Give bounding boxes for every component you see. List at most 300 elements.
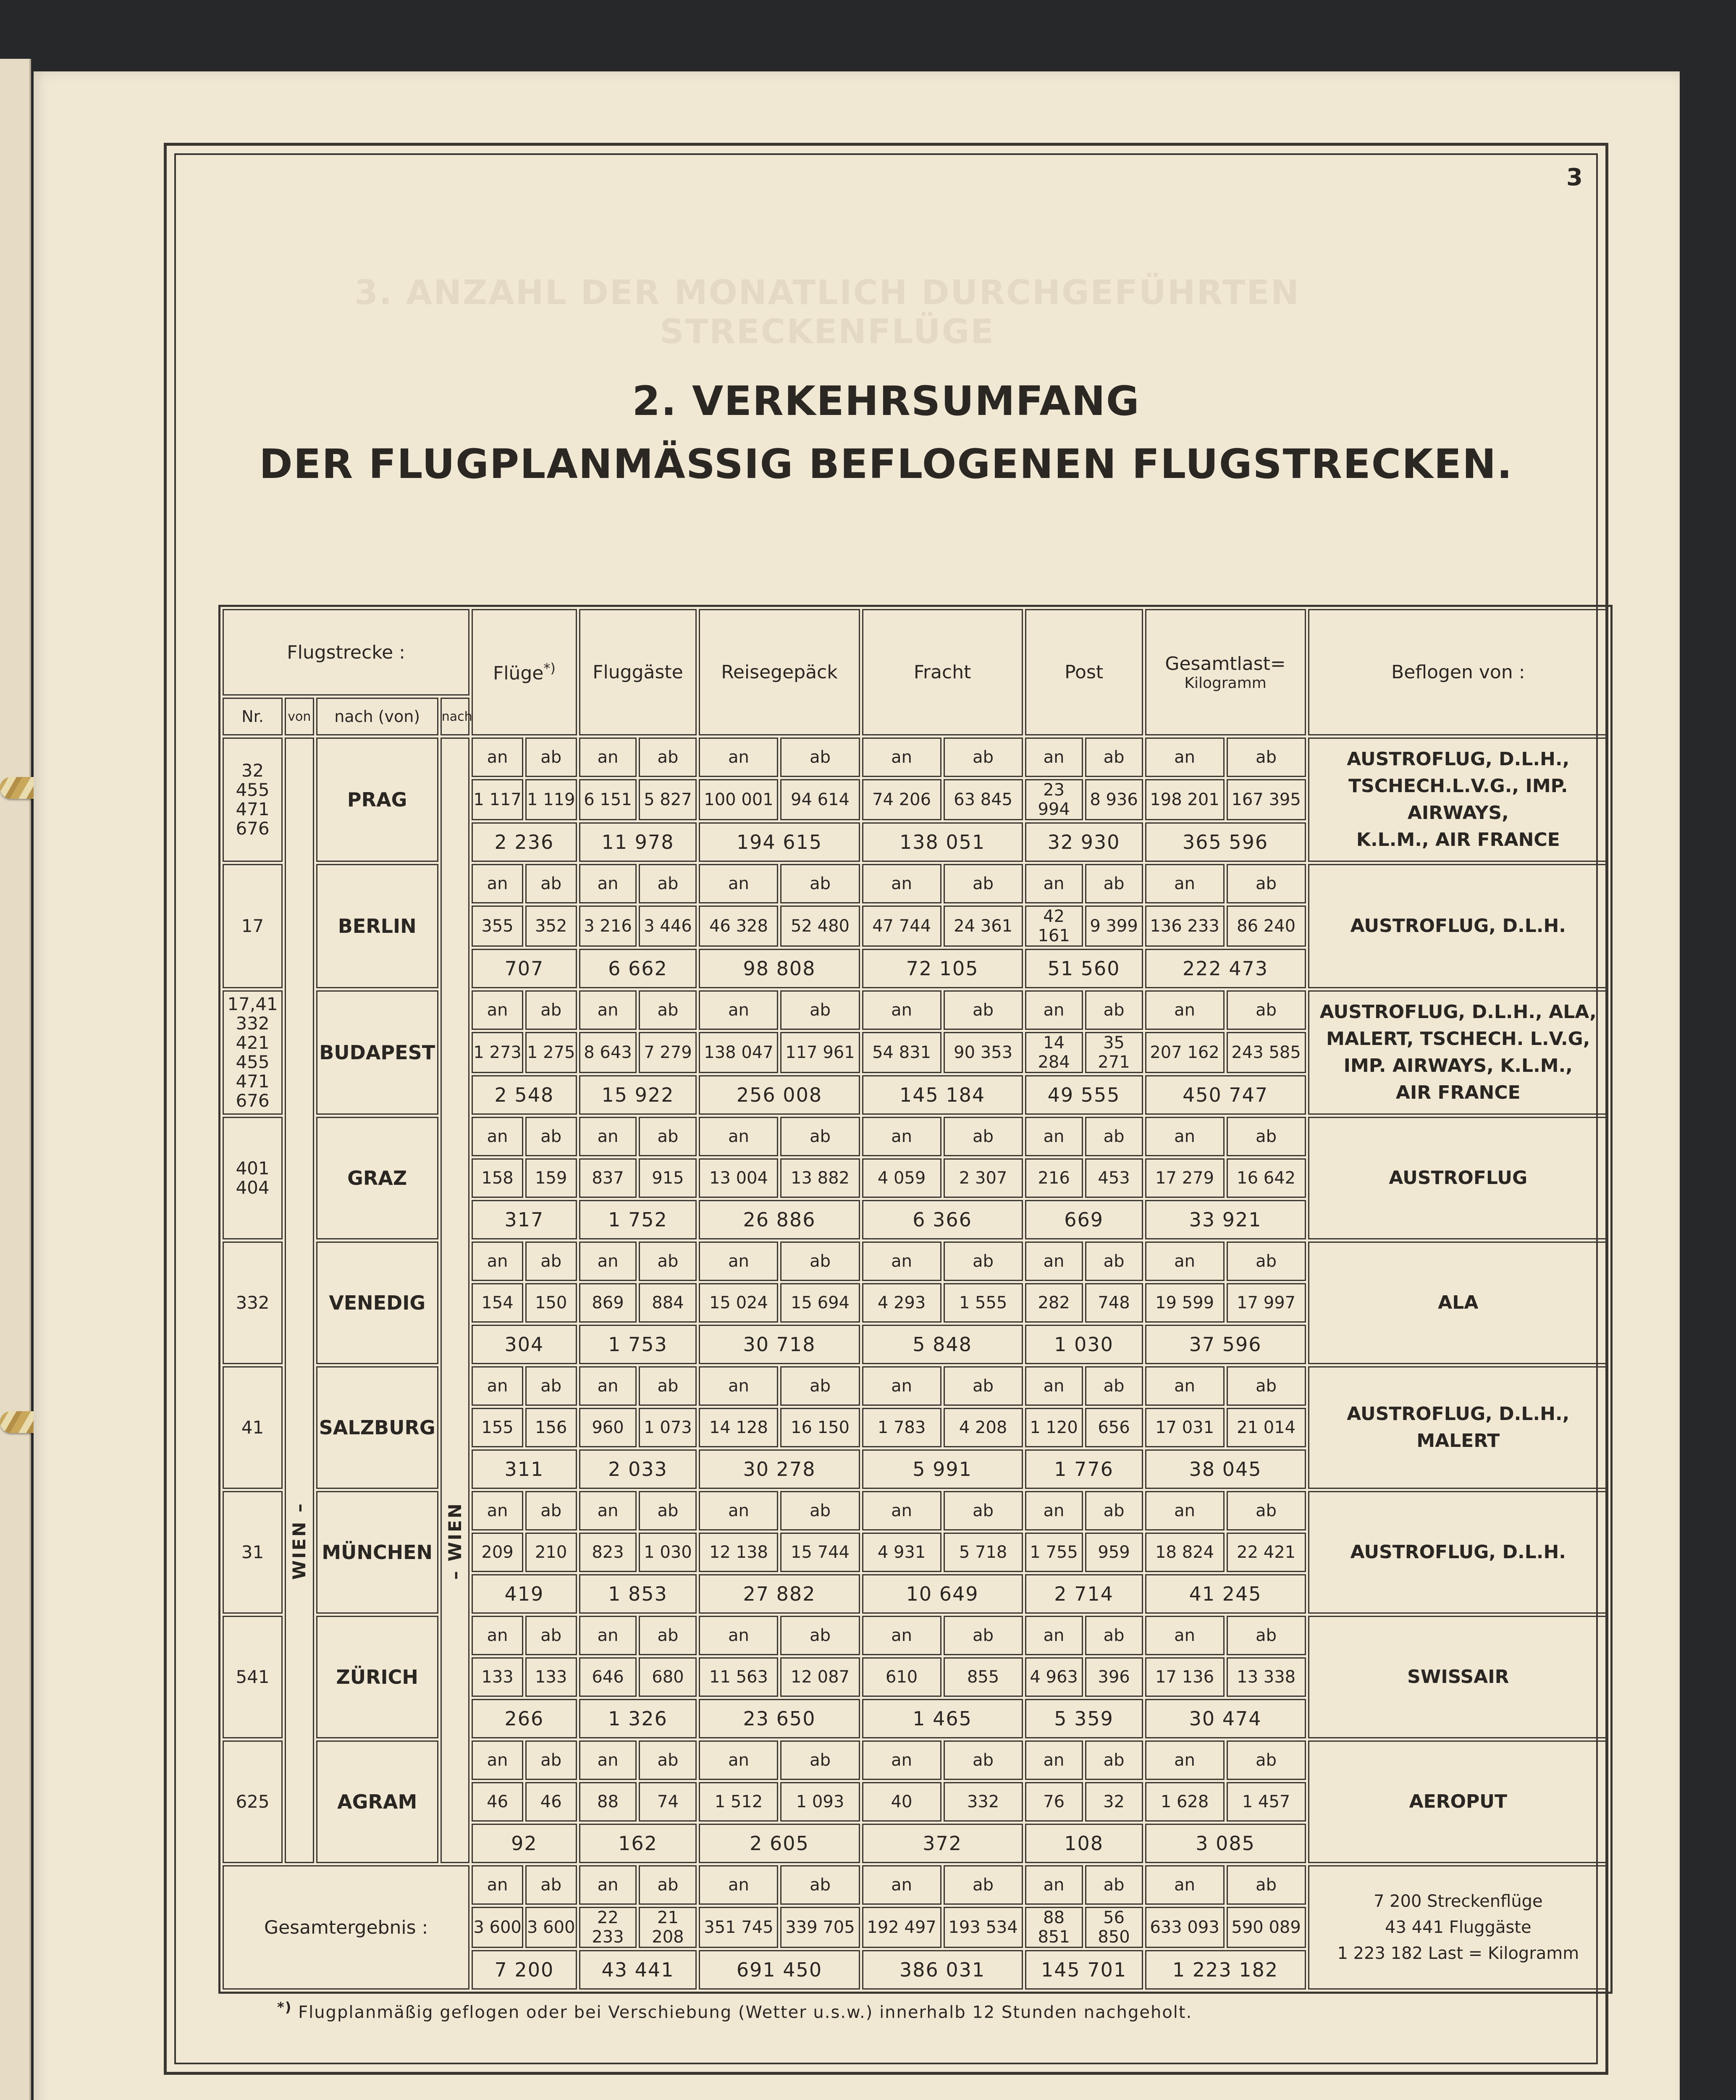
page-title xyxy=(172,370,1600,496)
an-label: an xyxy=(862,1491,941,1530)
an-label: an xyxy=(1025,990,1083,1030)
title-line-2: DER FLUGPLANMÄSSIG BEFLOGENEN FLUGSTRECKEN. xyxy=(259,441,1513,488)
fluege-total-value: 707 xyxy=(472,949,577,988)
fluege-ab-value: 352 xyxy=(525,906,577,947)
gepaeck-grand-total: 691 450 xyxy=(699,1950,860,1990)
last-ab-value: 1 457 xyxy=(1227,1782,1306,1822)
an-label: an xyxy=(1145,1491,1225,1530)
post-total-value: 108 xyxy=(1025,1824,1143,1863)
ab-label: ab xyxy=(525,1117,577,1156)
an-label: an xyxy=(579,1366,637,1406)
route-operators xyxy=(1308,1616,1608,1738)
grand-total-summary xyxy=(1308,1865,1608,1990)
ab-label: ab xyxy=(780,990,860,1030)
ab-label: ab xyxy=(1227,1740,1306,1780)
last-an-value: 17 136 xyxy=(1145,1657,1225,1697)
post-ab-total: 56 850 xyxy=(1085,1907,1143,1948)
ab-label: ab xyxy=(639,1491,697,1530)
header-nr: Nr. xyxy=(223,698,283,735)
gepaeck-total-value: 2 605 xyxy=(699,1824,860,1863)
an-label: an xyxy=(1025,1491,1083,1530)
ab-label: ab xyxy=(1085,738,1143,777)
operator-line: MALERT, TSCHECH. L.V.G, xyxy=(1326,1028,1590,1050)
footnote-text: Flugplanmäßig geflogen oder bei Verschiebung (Wetter u.s.w.) innerhalb 12 Stunden nachgeholt. xyxy=(298,2003,1193,2022)
an-label: an xyxy=(472,1740,523,1780)
gaeste-ab-value: 680 xyxy=(639,1657,697,1697)
last-ab-value: 167 395 xyxy=(1227,779,1306,820)
header-fluege-label: Flüge xyxy=(493,662,544,684)
an-label: an xyxy=(579,1616,637,1655)
route-city: BERLIN xyxy=(316,864,438,988)
an-label: an xyxy=(1025,864,1083,903)
ab-label: ab xyxy=(780,1616,860,1655)
fracht-total-value: 145 184 xyxy=(862,1075,1023,1115)
fracht-an-value: 4 931 xyxy=(862,1533,941,1572)
last-an-value: 18 824 xyxy=(1145,1533,1225,1572)
route-nr xyxy=(223,738,283,862)
route-nr xyxy=(223,864,283,988)
an-label: an xyxy=(1025,1616,1083,1655)
an-label: an xyxy=(699,990,778,1030)
an-label: an xyxy=(1025,738,1083,777)
ab-label: ab xyxy=(780,738,860,777)
route-nr-value: 421 xyxy=(236,1032,270,1053)
route-row-münchen xyxy=(223,1491,1608,1530)
fracht-an-value: 74 206 xyxy=(862,779,941,820)
ab-label: ab xyxy=(780,1366,860,1406)
title-line-1: 2. VERKEHRSUMFANG xyxy=(632,378,1140,425)
ab-label: ab xyxy=(525,1491,577,1530)
summary-line: 1 223 182 Last = Kilogramm xyxy=(1337,1944,1579,1963)
route-operators xyxy=(1308,1242,1608,1364)
gaeste-an-value: 88 xyxy=(579,1782,637,1822)
traffic-table xyxy=(218,605,1613,1994)
gaeste-total-value: 1 853 xyxy=(579,1574,697,1614)
fracht-ab-value: 63 845 xyxy=(944,779,1023,820)
ab-label: ab xyxy=(944,1616,1023,1655)
fluege-an-total: 3 600 xyxy=(472,1907,523,1948)
an-label: an xyxy=(579,1740,637,1780)
grand-total-label: Gesamtergebnis : xyxy=(223,1865,469,1990)
gepaeck-ab-value: 15 694 xyxy=(780,1283,860,1323)
route-city: BUDAPEST xyxy=(316,990,438,1115)
route-nr-value: 676 xyxy=(236,818,270,839)
gaeste-total-value: 162 xyxy=(579,1824,697,1863)
page-number: 3 xyxy=(1566,164,1583,191)
an-label: an xyxy=(1145,864,1225,903)
ab-label: ab xyxy=(1227,1242,1306,1281)
gepaeck-an-value: 11 563 xyxy=(699,1657,778,1697)
fluege-ab-value: 159 xyxy=(525,1158,577,1198)
gaeste-total-value: 1 752 xyxy=(579,1200,697,1239)
route-city: MÜNCHEN xyxy=(316,1491,438,1614)
ab-label: ab xyxy=(944,738,1023,777)
route-nr-value: 332 xyxy=(236,1013,270,1034)
operator-line: SWISSAIR xyxy=(1407,1666,1509,1688)
grand-total-row xyxy=(223,1865,1608,1905)
last-an-value: 198 201 xyxy=(1145,779,1225,820)
last-an-value: 207 162 xyxy=(1145,1032,1225,1073)
last-total-value: 33 921 xyxy=(1145,1200,1306,1239)
post-an-value: 14 284 xyxy=(1025,1032,1083,1073)
last-total-value: 41 245 xyxy=(1145,1574,1306,1614)
gaeste-ab-value: 1 030 xyxy=(639,1533,697,1572)
post-an-value: 1 755 xyxy=(1025,1533,1083,1572)
fracht-ab-value: 332 xyxy=(944,1782,1023,1822)
an-label: an xyxy=(472,1865,523,1905)
post-an-total: 88 851 xyxy=(1025,1907,1083,1948)
ab-label: ab xyxy=(639,1242,697,1281)
gaeste-total-value: 15 922 xyxy=(579,1075,697,1115)
ab-label: ab xyxy=(780,1865,860,1905)
route-operators xyxy=(1308,738,1608,862)
gaeste-ab-value: 3 446 xyxy=(639,906,697,947)
route-operators xyxy=(1308,1117,1608,1239)
an-label: an xyxy=(472,1117,523,1156)
ab-label: ab xyxy=(944,1865,1023,1905)
fracht-grand-total: 386 031 xyxy=(862,1950,1023,1990)
route-nr xyxy=(223,990,283,1115)
fluege-an-value: 46 xyxy=(472,1782,523,1822)
header-fluggaeste: Fluggäste xyxy=(579,609,697,735)
fluege-ab-value: 150 xyxy=(525,1283,577,1323)
gaeste-ab-value: 5 827 xyxy=(639,779,697,820)
post-an-value: 282 xyxy=(1025,1283,1083,1323)
route-nr-value: 41 xyxy=(241,1417,264,1438)
ab-label: ab xyxy=(639,1865,697,1905)
post-total-value: 2 714 xyxy=(1025,1574,1143,1614)
fracht-ab-total: 193 534 xyxy=(944,1907,1023,1948)
header-row xyxy=(223,609,1608,696)
ab-label: ab xyxy=(525,1865,577,1905)
route-city: VENEDIG xyxy=(316,1242,438,1364)
route-row-budapest xyxy=(223,990,1608,1030)
ab-label: ab xyxy=(780,1740,860,1780)
an-label: an xyxy=(579,1491,637,1530)
gepaeck-an-value: 46 328 xyxy=(699,906,778,947)
header-post: Post xyxy=(1025,609,1143,735)
post-an-value: 1 120 xyxy=(1025,1408,1083,1447)
ab-label: ab xyxy=(1227,1117,1306,1156)
ab-label: ab xyxy=(525,1242,577,1281)
gepaeck-an-total: 351 745 xyxy=(699,1907,778,1948)
ab-label: ab xyxy=(639,990,697,1030)
ab-label: ab xyxy=(525,1740,577,1780)
post-total-value: 32 930 xyxy=(1025,822,1143,862)
header-flugstrecke: Flugstrecke : xyxy=(223,609,469,696)
ab-label: ab xyxy=(639,864,697,903)
bleed-through-text: 3. ANZAHL DER MONATLICH DURCHGEFÜHRTEN STRECKENFLÜGE xyxy=(354,273,1300,351)
post-total-value: 49 555 xyxy=(1025,1075,1143,1115)
route-city: SALZBURG xyxy=(316,1366,438,1489)
gaeste-ab-value: 1 073 xyxy=(639,1408,697,1447)
route-city: ZÜRICH xyxy=(316,1616,438,1738)
last-total-value: 3 085 xyxy=(1145,1824,1306,1863)
an-label: an xyxy=(1145,990,1225,1030)
fluege-ab-total: 3 600 xyxy=(525,1907,577,1948)
gepaeck-ab-value: 15 744 xyxy=(780,1533,860,1572)
last-ab-value: 22 421 xyxy=(1227,1533,1306,1572)
an-label: an xyxy=(1025,1865,1083,1905)
ab-label: ab xyxy=(1085,1242,1143,1281)
route-city: AGRAM xyxy=(316,1740,438,1863)
summary-line: 7 200 Streckenflüge xyxy=(1373,1892,1543,1911)
an-label: an xyxy=(862,990,941,1030)
an-label: an xyxy=(579,990,637,1030)
gepaeck-ab-value: 16 150 xyxy=(780,1408,860,1447)
operator-line: AUSTROFLUG, D.L.H., xyxy=(1347,748,1570,770)
gepaeck-total-value: 30 278 xyxy=(699,1449,860,1489)
an-label: an xyxy=(472,1242,523,1281)
gepaeck-total-value: 30 718 xyxy=(699,1325,860,1364)
route-nr-value: 404 xyxy=(236,1177,270,1198)
ab-label: ab xyxy=(780,1242,860,1281)
ab-label: ab xyxy=(639,1366,697,1406)
fracht-ab-value: 1 555 xyxy=(944,1283,1023,1323)
last-ab-value: 86 240 xyxy=(1227,906,1306,947)
route-nr-value: 471 xyxy=(236,799,270,819)
an-label: an xyxy=(472,1491,523,1530)
fluege-an-value: 155 xyxy=(472,1408,523,1447)
route-nr xyxy=(223,1740,283,1863)
an-label: an xyxy=(1025,1366,1083,1406)
gaeste-an-value: 646 xyxy=(579,1657,637,1697)
post-an-value: 42 161 xyxy=(1025,906,1083,947)
gepaeck-an-value: 15 024 xyxy=(699,1283,778,1323)
an-label: an xyxy=(1025,1117,1083,1156)
fluege-an-value: 158 xyxy=(472,1158,523,1198)
gepaeck-an-value: 14 128 xyxy=(699,1408,778,1447)
ab-label: ab xyxy=(944,864,1023,903)
header-von: von xyxy=(285,698,314,735)
route-nr xyxy=(223,1117,283,1239)
an-label: an xyxy=(699,1865,778,1905)
route-nr xyxy=(223,1616,283,1738)
route-nr xyxy=(223,1491,283,1614)
ab-label: ab xyxy=(944,1242,1023,1281)
fracht-ab-value: 4 208 xyxy=(944,1408,1023,1447)
an-label: an xyxy=(472,1366,523,1406)
an-label: an xyxy=(472,864,523,903)
an-label: an xyxy=(472,738,523,777)
ab-label: ab xyxy=(944,1491,1023,1530)
an-label: an xyxy=(862,1740,941,1780)
fluege-ab-value: 46 xyxy=(525,1782,577,1822)
an-label: an xyxy=(862,738,941,777)
fluege-ab-value: 156 xyxy=(525,1408,577,1447)
post-total-value: 1 776 xyxy=(1025,1449,1143,1489)
gepaeck-ab-value: 13 882 xyxy=(780,1158,860,1198)
fracht-an-value: 4 293 xyxy=(862,1283,941,1323)
fluege-ab-value: 133 xyxy=(525,1657,577,1697)
post-ab-value: 8 936 xyxy=(1085,779,1143,820)
route-nr-value: 471 xyxy=(236,1071,270,1092)
facing-page-edge xyxy=(0,59,31,2100)
post-an-value: 76 xyxy=(1025,1782,1083,1822)
fracht-total-value: 5 991 xyxy=(862,1449,1023,1489)
route-row-berlin xyxy=(223,864,1608,903)
fluege-total-value: 2 548 xyxy=(472,1075,577,1115)
ab-label: ab xyxy=(944,1740,1023,1780)
fracht-ab-value: 90 353 xyxy=(944,1032,1023,1073)
fracht-ab-value: 5 718 xyxy=(944,1533,1023,1572)
fluege-total-value: 266 xyxy=(472,1699,577,1738)
operator-line: AUSTROFLUG, D.L.H., xyxy=(1347,1403,1570,1425)
gepaeck-ab-value: 117 961 xyxy=(780,1032,860,1073)
gaeste-an-value: 8 643 xyxy=(579,1032,637,1073)
ab-label: ab xyxy=(944,1117,1023,1156)
ab-label: ab xyxy=(525,1366,577,1406)
gaeste-total-value: 6 662 xyxy=(579,949,697,988)
ab-label: ab xyxy=(1085,1865,1143,1905)
fracht-total-value: 138 051 xyxy=(862,822,1023,862)
fluege-an-value: 1 273 xyxy=(472,1032,523,1073)
post-ab-value: 32 xyxy=(1085,1782,1143,1822)
header-nach-von: nach (von) xyxy=(316,698,438,735)
gaeste-an-value: 823 xyxy=(579,1533,637,1572)
an-label: an xyxy=(699,1117,778,1156)
ab-label: ab xyxy=(944,990,1023,1030)
an-label: an xyxy=(1025,1242,1083,1281)
header-fluege xyxy=(472,609,577,735)
route-nr-value: 625 xyxy=(236,1791,270,1812)
route-nr-value: 31 xyxy=(241,1542,264,1562)
an-label: an xyxy=(1025,1740,1083,1780)
fluege-total-value: 317 xyxy=(472,1200,577,1239)
route-nr-value: 676 xyxy=(236,1090,270,1111)
last-an-value: 17 279 xyxy=(1145,1158,1225,1198)
gaeste-total-value: 2 033 xyxy=(579,1449,697,1489)
route-row-graz xyxy=(223,1117,1608,1156)
an-label: an xyxy=(579,1242,637,1281)
fracht-an-value: 610 xyxy=(862,1657,941,1697)
ab-label: ab xyxy=(525,990,577,1030)
gepaeck-an-value: 12 138 xyxy=(699,1533,778,1572)
gaeste-an-total: 22 233 xyxy=(579,1907,637,1948)
post-ab-value: 748 xyxy=(1085,1283,1143,1323)
gaeste-total-value: 11 978 xyxy=(579,822,697,862)
fracht-total-value: 5 848 xyxy=(862,1325,1023,1364)
header-fluege-mark: *) xyxy=(543,660,556,677)
fracht-an-value: 4 059 xyxy=(862,1158,941,1198)
header-gesamtlast-label: Gesamtlast= xyxy=(1165,653,1286,675)
fluege-an-value: 154 xyxy=(472,1283,523,1323)
last-total-value: 365 596 xyxy=(1145,822,1306,862)
last-ab-total: 590 089 xyxy=(1227,1907,1306,1948)
fracht-total-value: 372 xyxy=(862,1824,1023,1863)
post-ab-value: 396 xyxy=(1085,1657,1143,1697)
fracht-ab-value: 24 361 xyxy=(944,906,1023,947)
post-an-value: 216 xyxy=(1025,1158,1083,1198)
ab-label: ab xyxy=(525,738,577,777)
header-kilogramm-label: Kilogramm xyxy=(1184,674,1267,692)
gepaeck-ab-value: 94 614 xyxy=(780,779,860,820)
an-label: an xyxy=(472,1616,523,1655)
fracht-an-value: 1 783 xyxy=(862,1408,941,1447)
last-ab-value: 243 585 xyxy=(1227,1032,1306,1073)
an-label: an xyxy=(699,1491,778,1530)
header-beflogen: Beflogen von : xyxy=(1308,609,1608,735)
ab-label: ab xyxy=(944,1366,1023,1406)
route-nr-value: 17,41 xyxy=(227,994,278,1014)
last-an-value: 1 628 xyxy=(1145,1782,1225,1822)
an-label: an xyxy=(579,1865,637,1905)
route-operators xyxy=(1308,1491,1608,1614)
gaeste-ab-value: 915 xyxy=(639,1158,697,1198)
fluege-total-value: 311 xyxy=(472,1449,577,1489)
ab-label: ab xyxy=(1227,1366,1306,1406)
last-ab-value: 13 338 xyxy=(1227,1657,1306,1697)
an-label: an xyxy=(699,1740,778,1780)
operator-line: AEROPUT xyxy=(1409,1791,1508,1812)
gaeste-ab-value: 7 279 xyxy=(639,1032,697,1073)
fluege-total-value: 92 xyxy=(472,1824,577,1863)
last-total-value: 38 045 xyxy=(1145,1449,1306,1489)
post-total-value: 51 560 xyxy=(1025,949,1143,988)
fracht-total-value: 6 366 xyxy=(862,1200,1023,1239)
gepaeck-ab-value: 12 087 xyxy=(780,1657,860,1697)
an-label: an xyxy=(862,1366,941,1406)
header-fracht: Fracht xyxy=(862,609,1023,735)
fluege-an-value: 209 xyxy=(472,1533,523,1572)
an-label: an xyxy=(862,1117,941,1156)
ab-label: ab xyxy=(525,1616,577,1655)
an-label: an xyxy=(699,1242,778,1281)
wien-right-column xyxy=(441,738,470,1863)
fluege-ab-value: 210 xyxy=(525,1533,577,1572)
gaeste-an-value: 960 xyxy=(579,1408,637,1447)
last-ab-value: 17 997 xyxy=(1227,1283,1306,1323)
fracht-total-value: 10 649 xyxy=(862,1574,1023,1614)
operator-line: AUSTROFLUG, D.L.H. xyxy=(1350,915,1566,937)
an-label: an xyxy=(579,1117,637,1156)
header-nach: nach xyxy=(441,698,470,735)
an-label: an xyxy=(472,990,523,1030)
gaeste-ab-total: 21 208 xyxy=(639,1907,697,1948)
post-total-value: 1 030 xyxy=(1025,1325,1143,1364)
post-total-value: 5 359 xyxy=(1025,1699,1143,1738)
an-label: an xyxy=(1145,738,1225,777)
gaeste-an-value: 6 151 xyxy=(579,779,637,820)
route-city: PRAG xyxy=(316,738,438,862)
an-label: an xyxy=(862,1616,941,1655)
footnote xyxy=(277,1999,1192,2022)
an-label: an xyxy=(1145,1616,1225,1655)
ab-label: ab xyxy=(780,1491,860,1530)
route-operators xyxy=(1308,990,1608,1115)
ab-label: ab xyxy=(639,738,697,777)
wien-left-column xyxy=(285,738,314,1863)
route-nr-value: 32 xyxy=(241,760,264,781)
ab-label: ab xyxy=(1227,1616,1306,1655)
post-ab-value: 656 xyxy=(1085,1408,1143,1447)
gepaeck-total-value: 98 808 xyxy=(699,949,860,988)
ab-label: ab xyxy=(639,1740,697,1780)
post-grand-total: 145 701 xyxy=(1025,1950,1143,1990)
fracht-an-value: 47 744 xyxy=(862,906,941,947)
last-an-value: 136 233 xyxy=(1145,906,1225,947)
post-an-value: 4 963 xyxy=(1025,1657,1083,1697)
an-label: an xyxy=(1145,1865,1225,1905)
gepaeck-total-value: 194 615 xyxy=(699,822,860,862)
route-nr xyxy=(223,1242,283,1364)
an-label: an xyxy=(699,738,778,777)
gepaeck-an-value: 1 512 xyxy=(699,1782,778,1822)
gaeste-an-value: 869 xyxy=(579,1283,637,1323)
gaeste-ab-value: 884 xyxy=(639,1283,697,1323)
an-label: an xyxy=(1145,1242,1225,1281)
last-total-value: 37 596 xyxy=(1145,1325,1306,1364)
